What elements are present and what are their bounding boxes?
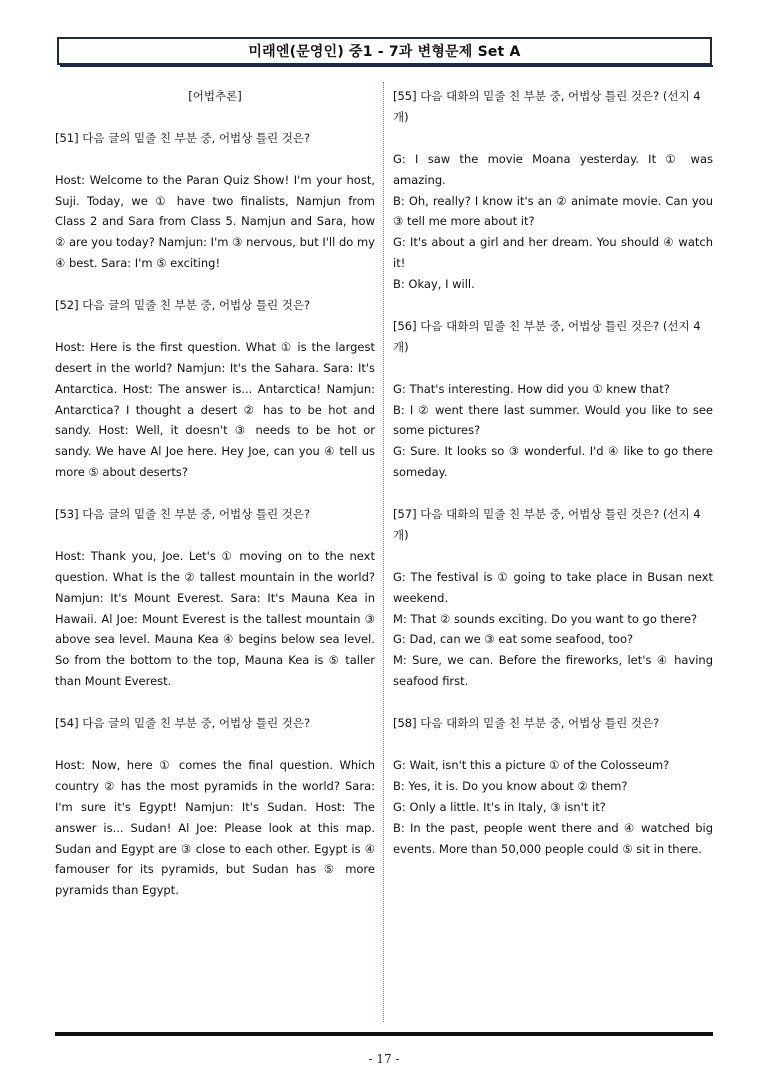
question-51-passage: Host: Welcome to the Paran Quiz Show! I'm your host, Suji. Today, we ① have two finalists, Namjun from Class 2 and Sara from Class 5. Namjun and Sara, how ② are you today? Namjun: I'm ③ nervous, but I'll do my ④ best. Sara: I'm ⑤ exciting! <box>55 172 375 271</box>
column-divider <box>383 82 384 1022</box>
section-label: [어법추론] <box>188 89 242 103</box>
dialogue-line: G: That's interesting. How did you ① knew that? <box>393 381 670 396</box>
question-56-prompt: [56] 다음 대화의 밑줄 친 부분 중, 어법상 틀린 것은? (선지 4개) <box>393 318 701 354</box>
dialogue-line: G: Sure. It looks so ③ wonderful. I'd ④ like to go there someday. <box>393 444 713 480</box>
dialogue-line: G: The festival is ① going to take place in Busan next weekend. <box>393 569 713 605</box>
dialogue-line: G: Wait, isn't this a picture ① of the Colosseum? <box>393 757 670 772</box>
dialogue-line: M: That ② sounds exciting. Do you want to go there? <box>393 611 698 626</box>
page-number: - 17 - <box>368 1052 400 1066</box>
dialogue-line: B: Okay, I will. <box>393 277 475 292</box>
dialogue-line: B: In the past, people went there and ④ watched big events. More than 50,000 people could ⑤ sit in there. <box>393 820 713 856</box>
dialogue-line: B: Yes, it is. Do you know about ② them? <box>393 778 628 793</box>
question-58 <box>393 713 713 859</box>
dialogue-line: B: Oh, really? I know it's an ② animate movie. Can you ③ tell me more about it? <box>393 193 713 229</box>
title-underline <box>60 65 713 67</box>
question-53-prompt: [53] 다음 글의 밑줄 친 부분 중, 어법상 틀린 것은? <box>55 507 311 522</box>
question-55 <box>393 86 713 295</box>
page-title-text: 미래엔(문영인) 중1 - 7과 변형문제 Set A <box>248 44 521 60</box>
question-57-prompt: [57] 다음 대화의 밑줄 친 부분 중, 어법상 틀린 것은? (선지 4개) <box>393 507 701 542</box>
question-51-prompt: [51] 다음 글의 밑줄 친 부분 중, 어법상 틀린 것은? <box>55 130 311 145</box>
dialogue-line: G: Only a little. It's in Italy, ③ isn't it? <box>393 799 606 814</box>
dialogue-line: G: Dad, can we ③ eat some seafood, too? <box>393 632 634 647</box>
question-54-passage: Host: Now, here ① comes the final question. Which country ② has the most pyramids in the world? Sara: I'm sure it's Egypt! Namjun: It's Sudan. Host: The answer is... Sudan! Al Joe: Please look at this map. Sudan and Egypt are ③ close to each other. Egypt is ④ famouser for its pyramids, but Sudan has ⑤ more pyramids than Egypt. <box>55 757 375 898</box>
question-56 <box>393 316 713 483</box>
dialogue-line: G: It's about a girl and her dream. You should ④ watch it! <box>393 235 713 271</box>
dialogue-line: B: I ② went there last summer. Would you like to see some pictures? <box>393 402 713 438</box>
question-54 <box>55 713 375 901</box>
question-55-prompt: [55] 다음 대화의 밑줄 친 부분 중, 어법상 틀린 것은? (선지 4개) <box>393 89 701 124</box>
question-57 <box>393 504 713 692</box>
dialogue-line: G: I saw the movie Moana yesterday. It ① was amazing. <box>393 151 713 187</box>
right-column <box>393 86 713 859</box>
question-53-passage: Host: Thank you, Joe. Let's ① moving on to the next question. What is the ② tallest mountain in the world? Namjun: It's Mount Everest. Sara: It's Mauna Kea in Hawaii. Al Joe: Mount Everest is the tallest mountain ③ above sea level. Mauna Kea ④ begins below sea level. So from the bottom to the top, Mauna Kea is ⑤ taller than Mount Everest. <box>55 548 375 689</box>
question-51 <box>55 128 375 274</box>
question-52-passage: Host: Here is the first question. What ① is the largest desert in the world? Namjun: It's the Sahara. Sara: It's Antarctica. Host: The answer is... Antarctica! Namjun: Antarctica? I thought a desert ② has to be hot and sandy. Host: Well, it doesn't ③ needs to be hot or sandy. We have Al Joe here. Hey Joe, can you ④ tell us more ⑤ about deserts? <box>55 339 375 480</box>
question-58-prompt: [58] 다음 대화의 밑줄 친 부분 중, 어법상 틀린 것은? <box>393 716 660 731</box>
left-column <box>55 86 375 901</box>
dialogue-line: M: Sure, we can. Before the fireworks, let's ④ having seafood first. <box>393 653 713 689</box>
footer-rule <box>55 1032 713 1036</box>
question-54-prompt: [54] 다음 글의 밑줄 친 부분 중, 어법상 틀린 것은? <box>55 716 311 731</box>
page-title <box>57 37 712 65</box>
question-52 <box>55 295 375 483</box>
question-53 <box>55 504 375 692</box>
question-52-prompt: [52] 다음 글의 밑줄 친 부분 중, 어법상 틀린 것은? <box>55 298 311 313</box>
